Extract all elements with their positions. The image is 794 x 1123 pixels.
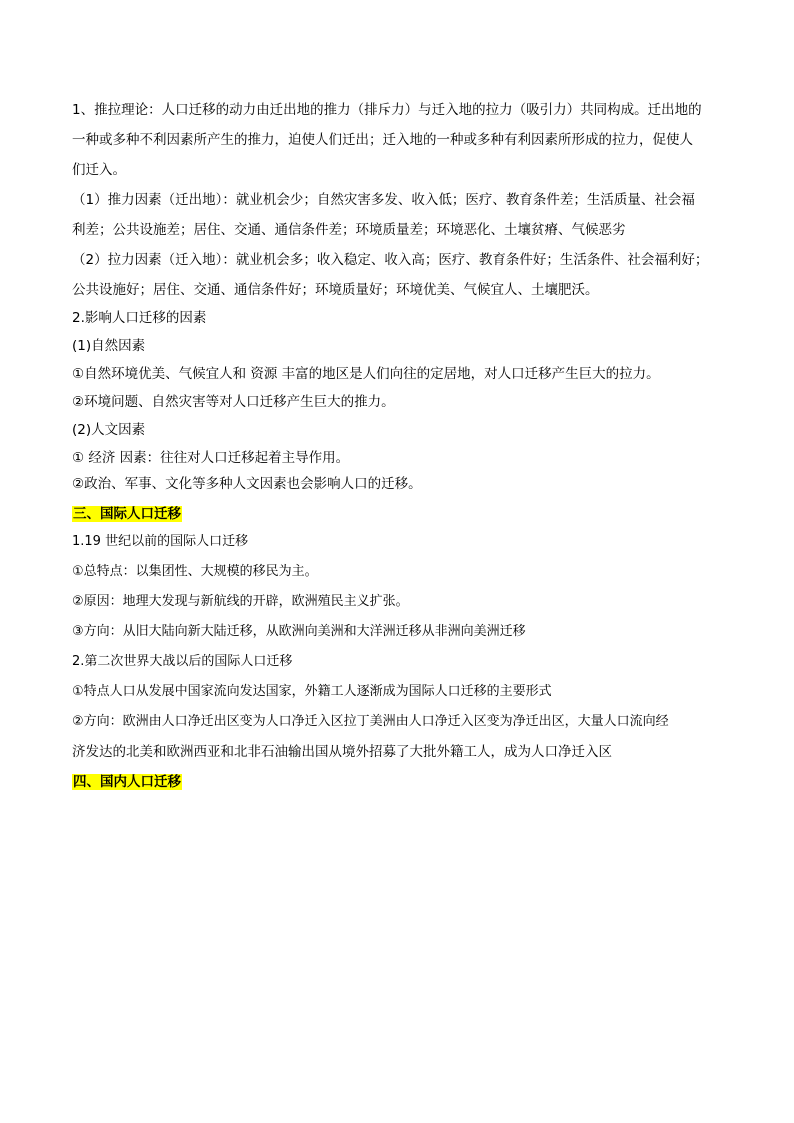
- pre-19th-century-item-1: ①总特点：以集团性、大规模的移民为主。: [72, 564, 318, 579]
- human-factor-item-2: ②政治、军事、文化等多种人文因素也会影响人口的迁移。: [72, 476, 422, 492]
- document-body: [72, 100, 722, 792]
- push-pull-theory-line-2: 一种或多种不利因素所产生的推力，迫使人们迁出；迁入地的一种或多种有利因素所形成的拉力，促使人: [72, 132, 693, 148]
- push-pull-theory-line-3: 们迁入。: [72, 162, 126, 178]
- section-three-heading: [72, 504, 722, 524]
- pre-19th-century-item-3: ③方向：从旧大陆向新大陆迁移，从欧洲向美洲和大洋洲迁移从非洲向美洲迁移: [72, 624, 526, 639]
- human-factor-item-1: ① 经济 因素：往往对人口迁移起着主导作用。: [72, 450, 350, 466]
- post-ww2-heading: 2.第二次世界大战以后的国际人口迁移: [72, 654, 293, 669]
- pull-factors-line-1: （2）拉力因素（迁入地）：就业机会多；收入稳定、收入高；医疗、教育条件好；生活条件、社会福利好；: [72, 252, 709, 268]
- pre-19th-century-heading: 1.19 世纪以前的国际人口迁移: [72, 534, 249, 549]
- post-ww2-item-1: ①特点人口从发展中国家流向发达国家，外籍工人逐渐成为国际人口迁移的主要形式: [72, 684, 552, 699]
- section-four-heading: [72, 772, 722, 792]
- natural-factor-item-2: ②环境问题、自然灾害等对人口迁移产生巨大的推力。: [72, 394, 395, 410]
- pre-19th-century-item-2: ②原因：地理大发现与新航线的开辟，欧洲殖民主义扩张。: [72, 594, 409, 609]
- factors-heading: 2.影响人口迁移的因素: [72, 310, 207, 326]
- human-factors-subheading: (2)人文因素: [72, 422, 146, 438]
- natural-factors-subheading: (1)自然因素: [72, 338, 146, 354]
- post-ww2-item-2-line-1: ②方向：欧洲由人口净迁出区变为人口净迁入区拉丁美洲由人口净迁入区变为净迁出区，大量人口流向经: [72, 714, 669, 729]
- push-factors-line-2: 利差；公共设施差；居住、交通、通信条件差；环境质量差；环境恶化、土壤贫瘠、气候恶劣: [72, 222, 626, 238]
- post-ww2-item-2-line-2: 济发达的北美和欧洲西亚和北非石油输出国从境外招募了大批外籍工人，成为人口净迁入区: [72, 744, 612, 760]
- natural-factor-item-1: ①自然环境优美、气候宜人和 资源 丰富的地区是人们向往的定居地，对人口迁移产生巨大的拉力。: [72, 366, 660, 382]
- highlighted-heading-three: 三、国际人口迁移: [73, 506, 181, 522]
- pull-factors-line-2: 公共设施好；居住、交通、通信条件好；环境质量好；环境优美、气候宜人、土壤肥沃。: [72, 282, 599, 298]
- push-factors-line-1: （1）推力因素（迁出地）：就业机会少；自然灾害多发、收入低；医疗、教育条件差；生活质量、社会福: [72, 192, 695, 208]
- highlighted-heading-four: 四、国内人口迁移: [73, 774, 181, 790]
- push-pull-theory-line-1: 1、推拉理论：人口迁移的动力由迁出地的推力（排斥力）与迁入地的拉力（吸引力）共同构成。迁出地的: [72, 102, 702, 118]
